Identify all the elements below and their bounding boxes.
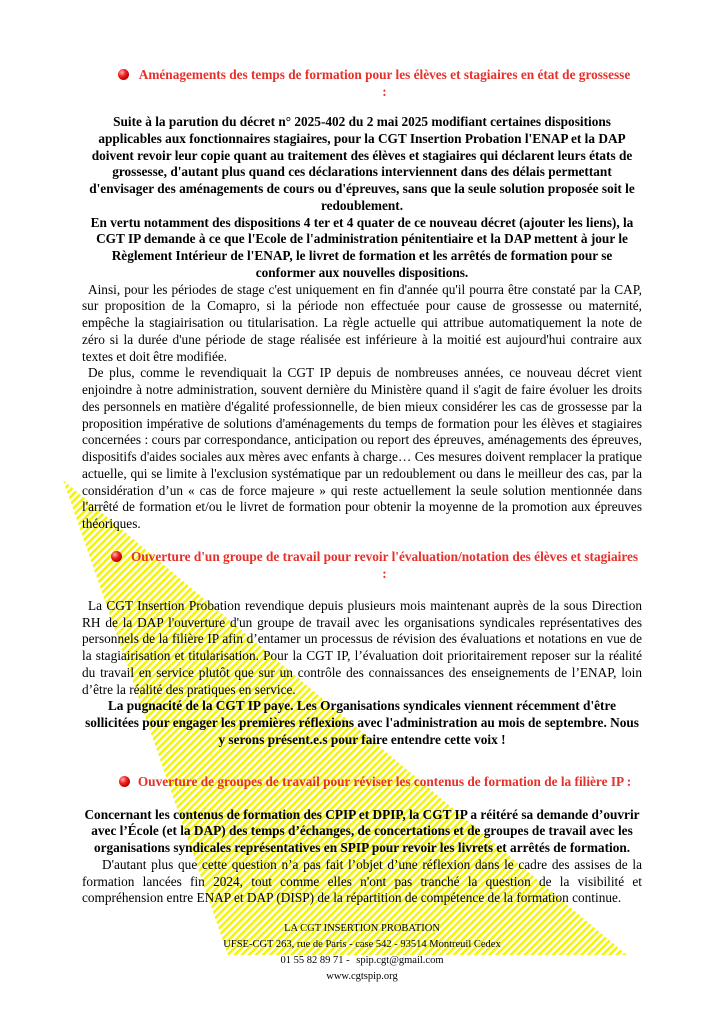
footer-separator: - [346,955,350,966]
footer-contact [82,953,642,969]
body-paragraph: De plus, comme le revendiquait la CGT IP depuis de nombreuses années, ce nouveau décret vient enjoindre à notre administration, souvent dernière du Ministère quand il s'agit de faire évoluer les droits des personnels en matière d'égalité professionnelle, de bien mieux considérer les cas de grossesse par la proposition impérative de solutions d'aménagements du temps de formation pour les élèves et stagiaires concernées : cours par correspondance, anticipation ou report des épreuves, aménagements des épreuves, dispositifs d'aides sociales aux mères avec enfants à charge… Ces mesures doivent remplacer la pratique actuelle, qui se limite à l'exclusion systématique par un redoublement ou dans le meilleur des cas, par la considération d’un « cas de force majeure » qui reste actuellement la seule solution mentionnée dans l'arrêté de formation et/ou le livret de formation pour obtenir la moyenne de la promotion aux épreuves théoriques. [82,365,642,531]
intro-bold-paragraph: Suite à la parution du décret n° 2025-402 du 2 mai 2025 modifiant certaines dispositions applicables aux fonctionnaires stagiaires, pour la CGT Insertion Probation l'ENAP et la DAP doivent revoir leur copie quant au traitement des élèves et stagiaires qui déclarent leurs états de grossesse, d'autant plus quand ces déclarations interviennent dans des délais permettant d'envisager des aménagements de cours ou d'épreuves, sans que la seule solution proposée soit le redoublement. [89,114,635,213]
section-heading-pregnancy [60,66,690,100]
footer-email-link[interactable]: spip.cgt@gmail.com [356,955,444,966]
section-heading-text: Ouverture d'un groupe de travail pour revoir l'évaluation/notation des élèves et stagiaires : [130,548,639,581]
section-heading-evaluation [60,548,690,582]
body-paragraph: D'autant plus que cette question n’a pas fait l’objet d’une réflexion dans le cadre des assises de la formation lancées fin 2024, tout comme elles n'ont pas tranché la question de la visibilité et compréhension entre ENAP et DAP (DISP) de la répartition de compétence de la formation continue. [82,856,642,906]
demand-bold-paragraph: En vertu notamment des dispositions 4 ter et 4 quater de ce nouveau décret (ajouter les liens), la CGT IP demande à ce que l'Ecole de l'administration pénitentiaire et la DAP mettent à jour le Règlement Intérieur de l'ENAP, le livret de formation et les arrêtés de formation pour se conformer aux nouvelles dispositions. [90,214,634,280]
statement-bold-paragraph: Concernant les contenus de formation des CPIP et DPIP, la CGT IP a réitéré sa demande d’ouvrir avec l’École (et la DAP) des temps d’échanges, de concertations et de groupes de travail avec les organisations syndicales représentatives en SPIP pour revoir les livrets et arrêtés de formation. [84,806,640,855]
footer [82,921,642,985]
footer-phone: 01 55 82 89 71 [280,955,344,966]
section-heading-text: Aménagements des temps de formation pour les élèves et stagiaires en état de grossesse : [138,67,631,99]
section-heading-text: Ouverture de groupes de travail pour réviser les contenus de formation de la filière IP : [137,773,632,789]
body-paragraph: La CGT Insertion Probation revendique depuis plusieurs mois maintenant auprès de la sous Direction RH de la DAP l'ouverture d'un groupe de travail avec les organisations syndicales représentatives des personnels de la filière IP afin d’entamer un processus de révision des évaluations et notations en vue de la stagiairisation et titularisation. Pour la CGT IP, l’évaluation doit prioritairement reposer sur la réalité du travail en service plutôt que sur un contrôle des connaissances des enseignements de l’ENAP, loin d’être la réalité des pratiques en service. [82,597,642,697]
red-bullet-icon [119,776,130,787]
footer-organization: LA CGT INSERTION PROBATION [284,923,440,934]
document-body [82,66,642,985]
statement-bold-paragraph: La pugnacité de la CGT IP paye. Les Organisations syndicales viennent récemment d'être sollicitées pour engager les premières réflexions avec l'administration au mois de septembre. Nous y serons présent.e.s pour faire entendre cette voix ! [85,698,639,747]
red-bullet-icon [111,551,122,562]
red-bullet-icon [118,69,129,80]
footer-website-link[interactable]: www.cgtspip.org [326,971,398,982]
section-heading-training-content [60,773,690,790]
footer-address: UFSE-CGT 263, rue de Paris - case 542 - 93514 Montreuil Cedex [223,939,501,950]
body-paragraph: Ainsi, pour les périodes de stage c'est uniquement en fin d'année qu'il pourra être constaté par la CAP, sur proposition de la Comapro, si la période non effectuée pour cause de grossesse ou maternité, empêche la stagiairisation ou titularisation. La règle actuelle qui attribue automatiquement la note de zéro si la durée d'une période de stage réalisée est inférieure à la moitié est aujourd'hui contraire aux textes et doit être modifiée. [82,281,642,364]
